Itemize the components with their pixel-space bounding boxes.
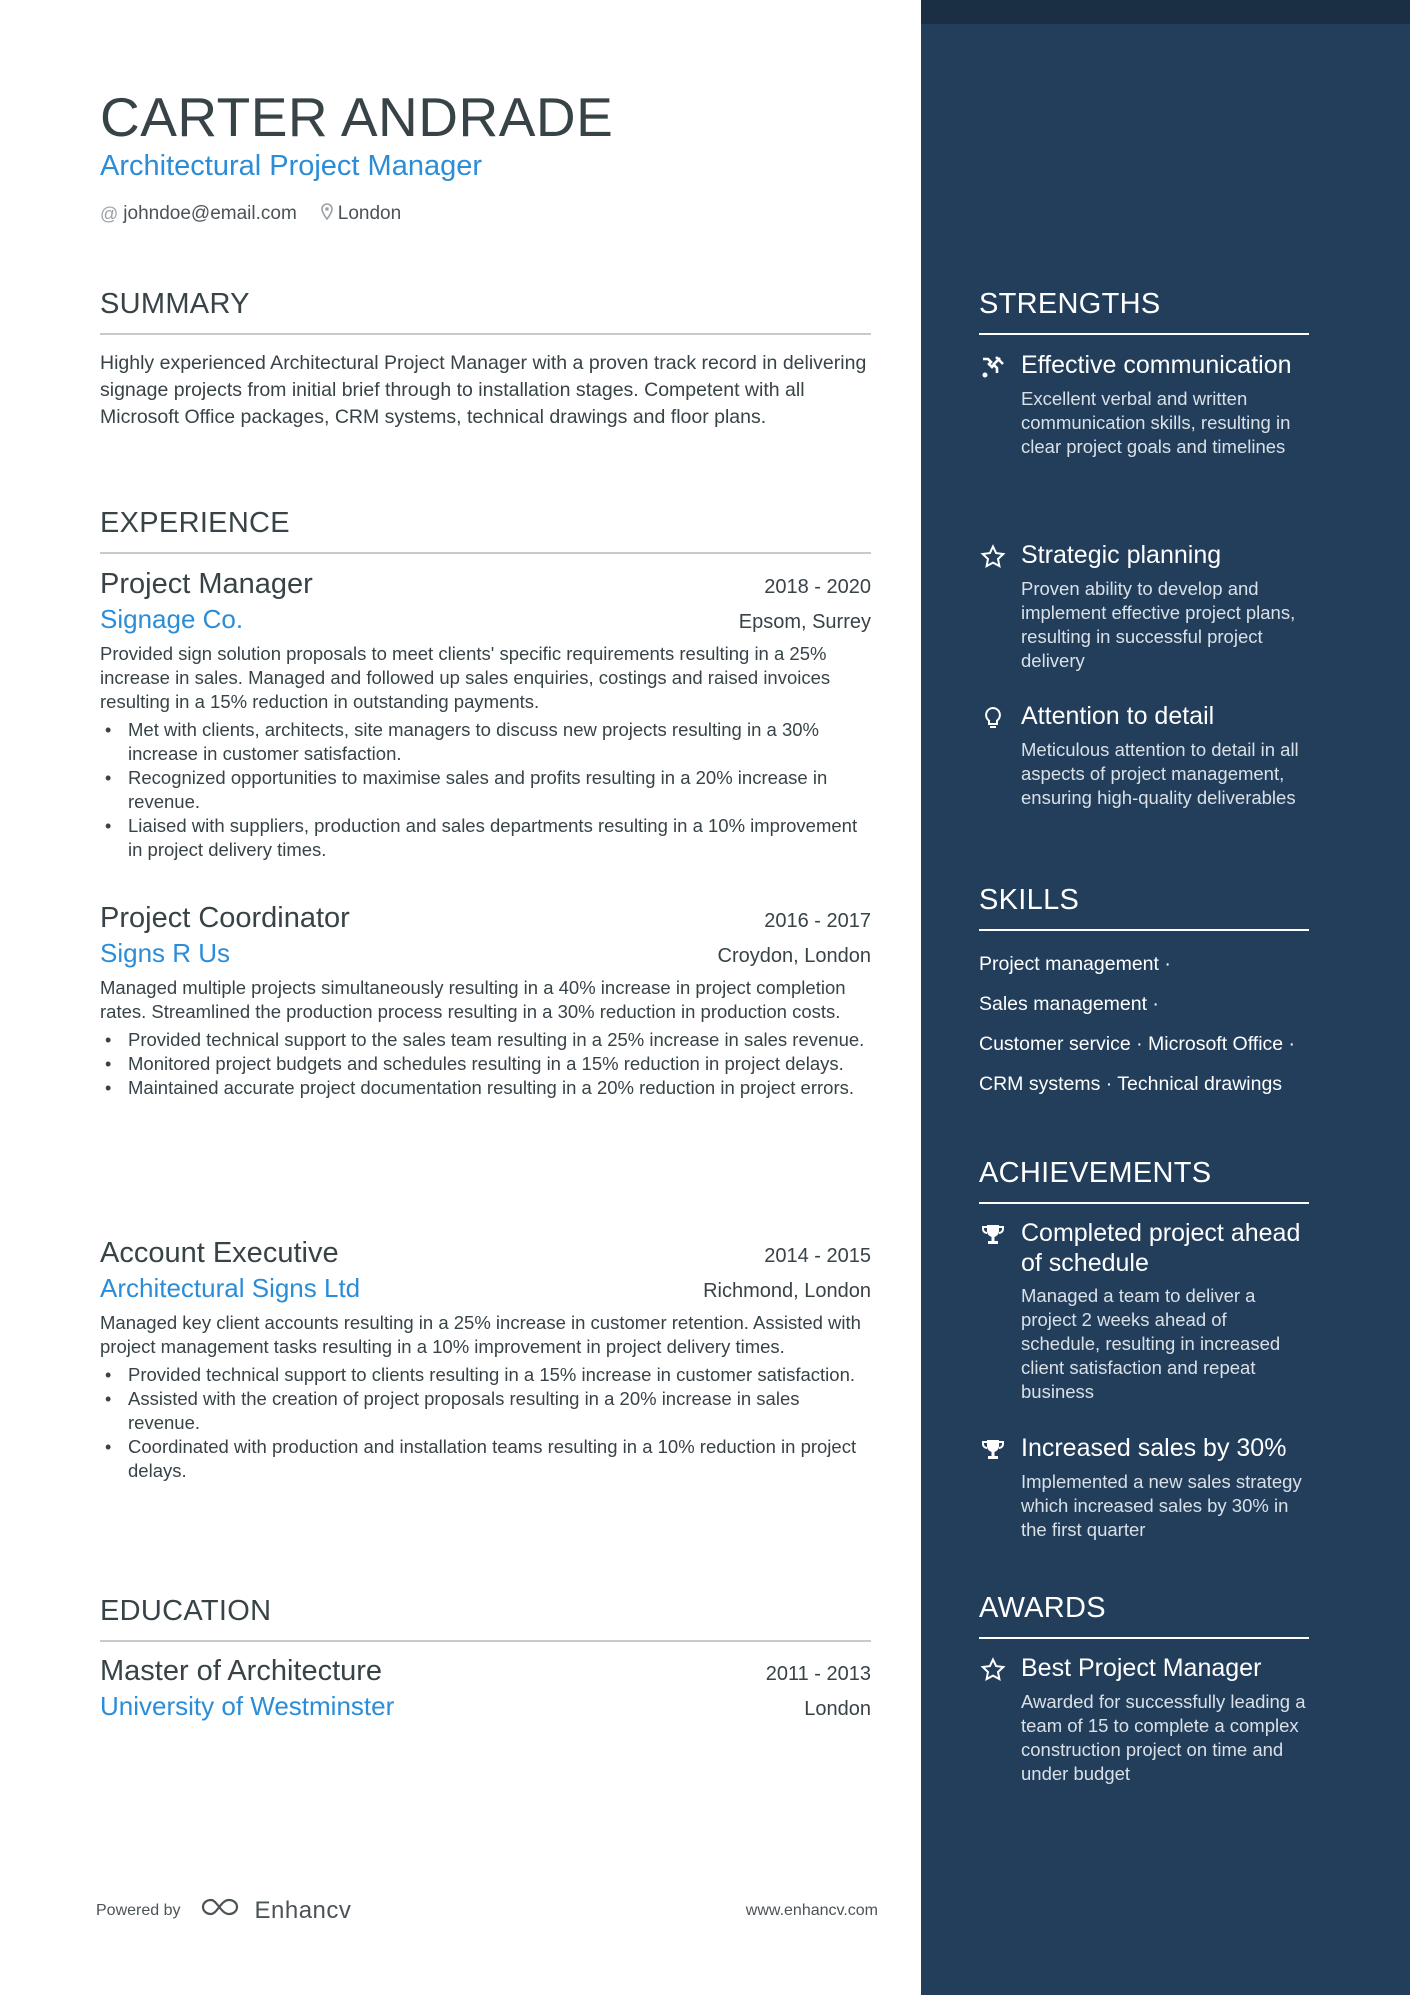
education-entry bbox=[100, 1653, 871, 1723]
strength-desc: Meticulous attention to detail in all aspects of project management, ensuring high-quality deliverables bbox=[1021, 739, 1299, 808]
contact-email[interactable] bbox=[100, 202, 297, 226]
summary-heading: SUMMARY bbox=[100, 287, 871, 335]
job-role: Account Executive bbox=[100, 1237, 339, 1269]
achievement-item bbox=[979, 1218, 1309, 1404]
site-link[interactable]: www.enhancv.com bbox=[745, 1901, 878, 1919]
award-desc: Awarded for successfully leading a team of 15 to complete a complex construction project on time and under budget bbox=[1021, 1691, 1306, 1784]
strength-desc: Excellent verbal and written communication skills, resulting in clear project goals and timelines bbox=[1021, 388, 1291, 457]
candidate-name: CARTER ANDRADE bbox=[100, 86, 614, 148]
award-item bbox=[979, 1653, 1309, 1786]
job-description: Provided sign solution proposals to meet clients' specific requirements resulting in a 25% increase in sales. Managed and followed up sales enquiries, costings and raised invoices resulting in a 15% reduction in outstanding payments. bbox=[100, 643, 831, 712]
job-bullets bbox=[100, 1028, 871, 1100]
job-location: Richmond, London bbox=[703, 1280, 871, 1302]
award-title: Best Project Manager bbox=[1021, 1654, 1262, 1682]
strengths-heading: STRENGTHS bbox=[979, 287, 1309, 335]
job-role: Project Coordinator bbox=[100, 902, 350, 934]
job-role: Project Manager bbox=[100, 568, 313, 600]
star-icon bbox=[979, 1656, 1007, 1684]
job-bullets bbox=[100, 1363, 871, 1483]
job-bullet: • Met with clients, architects, site managers to discuss new projects resulting in a 30% increase in customer satisfaction. bbox=[100, 718, 871, 766]
job-location: Croydon, London bbox=[717, 945, 871, 967]
company-name[interactable]: Signs R Us bbox=[100, 938, 231, 968]
email-text: johndoe@email.com bbox=[123, 203, 297, 224]
achievement-title: Completed project ahead of schedule bbox=[1021, 1219, 1301, 1277]
experience-entry bbox=[100, 566, 871, 862]
summary-text: Highly experienced Architectural Project Manager with a proven track record in delivering signage projects from initial brief through to installation stages. Competent with all Microsoft Office packages, CRM systems, technical drawings and floor plans. bbox=[100, 352, 867, 428]
skill-line: CRM systems · Technical drawings bbox=[979, 1073, 1283, 1095]
job-bullet: • Monitored project budgets and schedules resulting in a 15% reduction in project delays. bbox=[100, 1052, 871, 1076]
job-bullet: • Liaised with suppliers, production and sales departments resulting in a 10% improvement in project delivery times. bbox=[100, 814, 871, 862]
degree-name: Master of Architecture bbox=[100, 1655, 383, 1687]
experience-heading: EXPERIENCE bbox=[100, 506, 871, 554]
tools-icon bbox=[979, 353, 1007, 381]
education-location: London bbox=[804, 1698, 871, 1720]
achievements-heading: ACHIEVEMENTS bbox=[979, 1156, 1309, 1204]
job-dates: 2014 - 2015 bbox=[764, 1245, 871, 1267]
job-bullet: • Provided technical support to the sales team resulting in a 25% increase in sales revenue. bbox=[100, 1028, 871, 1052]
skills-list bbox=[979, 944, 1309, 1104]
education-dates: 2011 - 2013 bbox=[765, 1663, 871, 1685]
awards-heading: AWARDS bbox=[979, 1591, 1309, 1639]
contact-bar bbox=[100, 202, 401, 226]
skill-line: Project management · bbox=[979, 953, 1171, 975]
location-text: London bbox=[337, 203, 402, 224]
lightbulb-icon bbox=[979, 704, 1007, 732]
job-bullet: • Recognized opportunities to maximise sales and profits resulting in a 20% increase in revenue. bbox=[100, 766, 871, 814]
strength-item bbox=[979, 350, 1309, 459]
job-bullet: • Assisted with the creation of project proposals resulting in a 20% increase in sales revenue. bbox=[100, 1387, 871, 1435]
education-heading: EDUCATION bbox=[100, 1594, 871, 1642]
achievement-item bbox=[979, 1433, 1309, 1542]
trophy-icon bbox=[979, 1221, 1007, 1249]
strength-item bbox=[979, 540, 1309, 673]
job-bullet: • Provided technical support to clients resulting in a 15% increase in customer satisfaction. bbox=[100, 1363, 871, 1387]
enhancv-logo[interactable] bbox=[199, 1896, 352, 1925]
powered-by-label: Powered by bbox=[96, 1901, 181, 1919]
skills-heading: SKILLS bbox=[979, 883, 1309, 931]
job-bullet: • Coordinated with production and installation teams resulting in a 10% reduction in project delays. bbox=[100, 1435, 871, 1483]
contact-location bbox=[321, 202, 401, 226]
job-description: Managed key client accounts resulting in a 25% increase in customer retention. Assisted with project management tasks resulting in a 10% improvement in project delivery times. bbox=[100, 1312, 861, 1357]
job-location: Epsom, Surrey bbox=[738, 611, 871, 633]
job-bullet: • Maintained accurate project documentation resulting in a 20% reduction in project errors. bbox=[100, 1076, 871, 1100]
job-bullets bbox=[100, 718, 871, 862]
footer bbox=[96, 1896, 878, 1925]
experience-entry bbox=[100, 1235, 871, 1483]
star-icon bbox=[979, 543, 1007, 571]
skill-line: Customer service · Microsoft Office · bbox=[979, 1033, 1296, 1055]
achievement-desc: Managed a team to deliver a project 2 weeks ahead of schedule, resulting in increased client satisfaction and repeat business bbox=[1021, 1285, 1281, 1402]
company-name[interactable]: Architectural Signs Ltd bbox=[100, 1273, 361, 1303]
skill-line: Sales management · bbox=[979, 993, 1159, 1015]
powered-by bbox=[96, 1896, 351, 1925]
strength-title: Attention to detail bbox=[1021, 702, 1215, 730]
strength-item bbox=[979, 701, 1309, 810]
strength-desc: Proven ability to develop and implement effective project plans, resulting in successful project delivery bbox=[1021, 578, 1296, 671]
achievement-desc: Implemented a new sales strategy which increased sales by 30% in the first quarter bbox=[1021, 1471, 1302, 1540]
infinity-logo-icon bbox=[199, 1896, 245, 1925]
company-name[interactable]: Signage Co. bbox=[100, 604, 244, 634]
candidate-title: Architectural Project Manager bbox=[100, 150, 482, 182]
location-pin-icon bbox=[321, 202, 333, 226]
trophy-icon bbox=[979, 1436, 1007, 1464]
job-description: Managed multiple projects simultaneously resulting in a 40% increase in project completion rates. Streamlined the production process resulting in a 30% reduction in production costs. bbox=[100, 977, 846, 1022]
brand-name: Enhancv bbox=[254, 1896, 352, 1924]
strength-title: Strategic planning bbox=[1021, 541, 1222, 569]
job-dates: 2016 - 2017 bbox=[764, 910, 871, 932]
achievement-title: Increased sales by 30% bbox=[1021, 1434, 1287, 1462]
strength-title: Effective communication bbox=[1021, 351, 1292, 379]
at-icon: @ bbox=[100, 204, 119, 224]
experience-entry bbox=[100, 900, 871, 1100]
sidebar-top-bar bbox=[921, 0, 1410, 24]
school-name[interactable]: University of Westminster bbox=[100, 1691, 395, 1721]
job-dates: 2018 - 2020 bbox=[764, 576, 871, 598]
